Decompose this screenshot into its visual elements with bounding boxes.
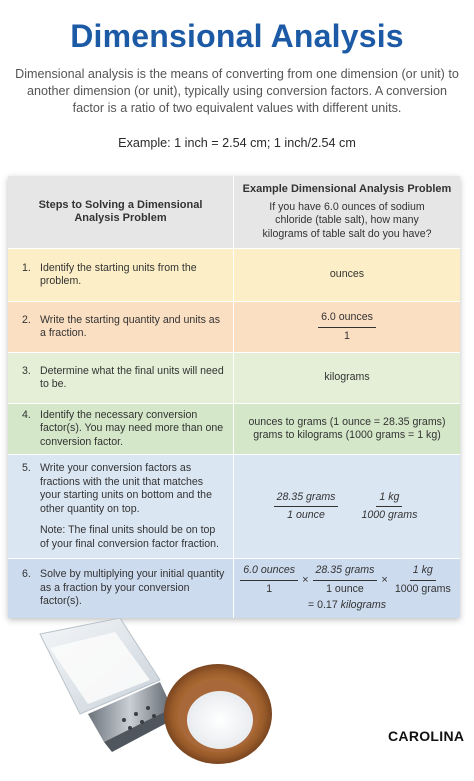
- step-text: Identify the starting units from the problem.: [40, 261, 197, 287]
- step-2: [22, 314, 225, 341]
- result-unit: kilograms: [340, 599, 387, 612]
- fraction-numerator: 6.0 ounces: [240, 564, 298, 581]
- conversion-line-2: grams to kilograms (1000 grams = 1 kg): [253, 429, 441, 441]
- step-4: [22, 409, 225, 450]
- calculation: [240, 564, 454, 613]
- salt-shaker-icon: [40, 618, 176, 752]
- multiply-sign: ×: [381, 573, 388, 586]
- header-example-question: If you have 6.0 ounces of sodium chloride (table salt), how many kilograms of table salt do you have?: [262, 200, 432, 240]
- step-text: Determine what the final units will need to be.: [40, 364, 224, 390]
- page-title: Dimensional Analysis: [70, 18, 404, 54]
- fraction-numerator: 28.35 grams: [313, 564, 378, 581]
- fraction-numerator: 1 kg: [376, 491, 402, 508]
- header-example: [233, 176, 460, 248]
- fraction-numerator: 1 kg: [410, 564, 436, 581]
- fraction-kg-per-grams: [392, 564, 454, 596]
- table-row: [8, 455, 460, 558]
- fraction-initial: [240, 564, 298, 596]
- fraction-numerator: 28.35 grams: [274, 491, 339, 508]
- carolina-logo: CAROLINA: [388, 728, 465, 744]
- header-example-title: Example Dimensional Analysis Problem: [242, 183, 452, 195]
- fraction-numerator: 6.0 ounces: [321, 311, 373, 323]
- table-row: [8, 302, 460, 352]
- step-text: Write your conversion factors as fractions with the unit that matches your starting units on bottom and the other quantity on top.: [40, 462, 212, 515]
- step-number: 2.: [22, 313, 31, 326]
- answer-6: [233, 559, 460, 618]
- fraction-denominator: 1: [344, 329, 350, 342]
- salt-photo: [0, 618, 474, 781]
- fraction-denominator: 1 ounce: [326, 582, 364, 595]
- conversion-line-1: ounces to grams (1 ounce = 28.35 grams): [248, 415, 446, 428]
- fraction-grams-per-ounce: [313, 564, 378, 596]
- fraction-kg-per-grams: [358, 491, 420, 523]
- header-steps: Steps to Solving a Dimensional Analysis Problem: [38, 198, 203, 224]
- example-line: Example: 1 inch = 2.54 cm; 1 inch/2.54 cm: [118, 136, 356, 150]
- table-row: [8, 249, 460, 301]
- fraction-denominator: 1: [266, 582, 273, 595]
- salt-bowl-icon: [164, 664, 272, 764]
- answer-5: [233, 455, 460, 558]
- multiply-sign: ×: [302, 573, 309, 586]
- step-5-note: Note: The final units should be on top of your final conversion factor fraction.: [40, 524, 220, 550]
- fraction-denominator: 1000 grams: [394, 582, 451, 595]
- step-5: [22, 462, 225, 516]
- fraction-starting-quantity: [318, 311, 376, 343]
- table-header-row: [8, 176, 460, 248]
- step-text: Identify the necessary conversion factor(s). You may need more than one conversion factor.: [40, 408, 224, 448]
- table-row: [8, 404, 460, 454]
- table-row: [8, 559, 460, 618]
- step-1: [22, 262, 225, 289]
- step-number: 5.: [22, 462, 31, 474]
- intro-paragraph: Dimensional analysis is the means of converting from one dimension (or unit) to another dimension (or unit), typically using conversion factors. A conversion factor is a ratio of two equivalent values with different units.: [15, 67, 459, 115]
- table-row: [8, 353, 460, 403]
- fraction-denominator: 1000 grams: [361, 509, 418, 521]
- answer-3: kilograms: [233, 353, 460, 403]
- step-text: Write the starting quantity and units as a fraction.: [40, 313, 220, 339]
- fraction-grams-per-ounce: [274, 491, 339, 523]
- result-value: = 0.17: [307, 599, 341, 612]
- step-number: 6.: [22, 568, 31, 581]
- step-6: [22, 568, 225, 609]
- calculation-result: [308, 599, 386, 613]
- step-number: 1.: [22, 261, 31, 274]
- fraction-denominator: 1 ounce: [287, 509, 325, 521]
- step-3: [22, 365, 225, 392]
- answer-1: ounces: [233, 249, 460, 301]
- steps-table: [8, 176, 460, 618]
- step-number: 4.: [22, 408, 31, 421]
- step-number: 3.: [22, 364, 31, 377]
- answer-4: [233, 404, 460, 454]
- step-text: Solve by multiplying your initial quantity as a fraction by your conversion factor(s).: [40, 568, 225, 608]
- answer-2: [233, 302, 460, 352]
